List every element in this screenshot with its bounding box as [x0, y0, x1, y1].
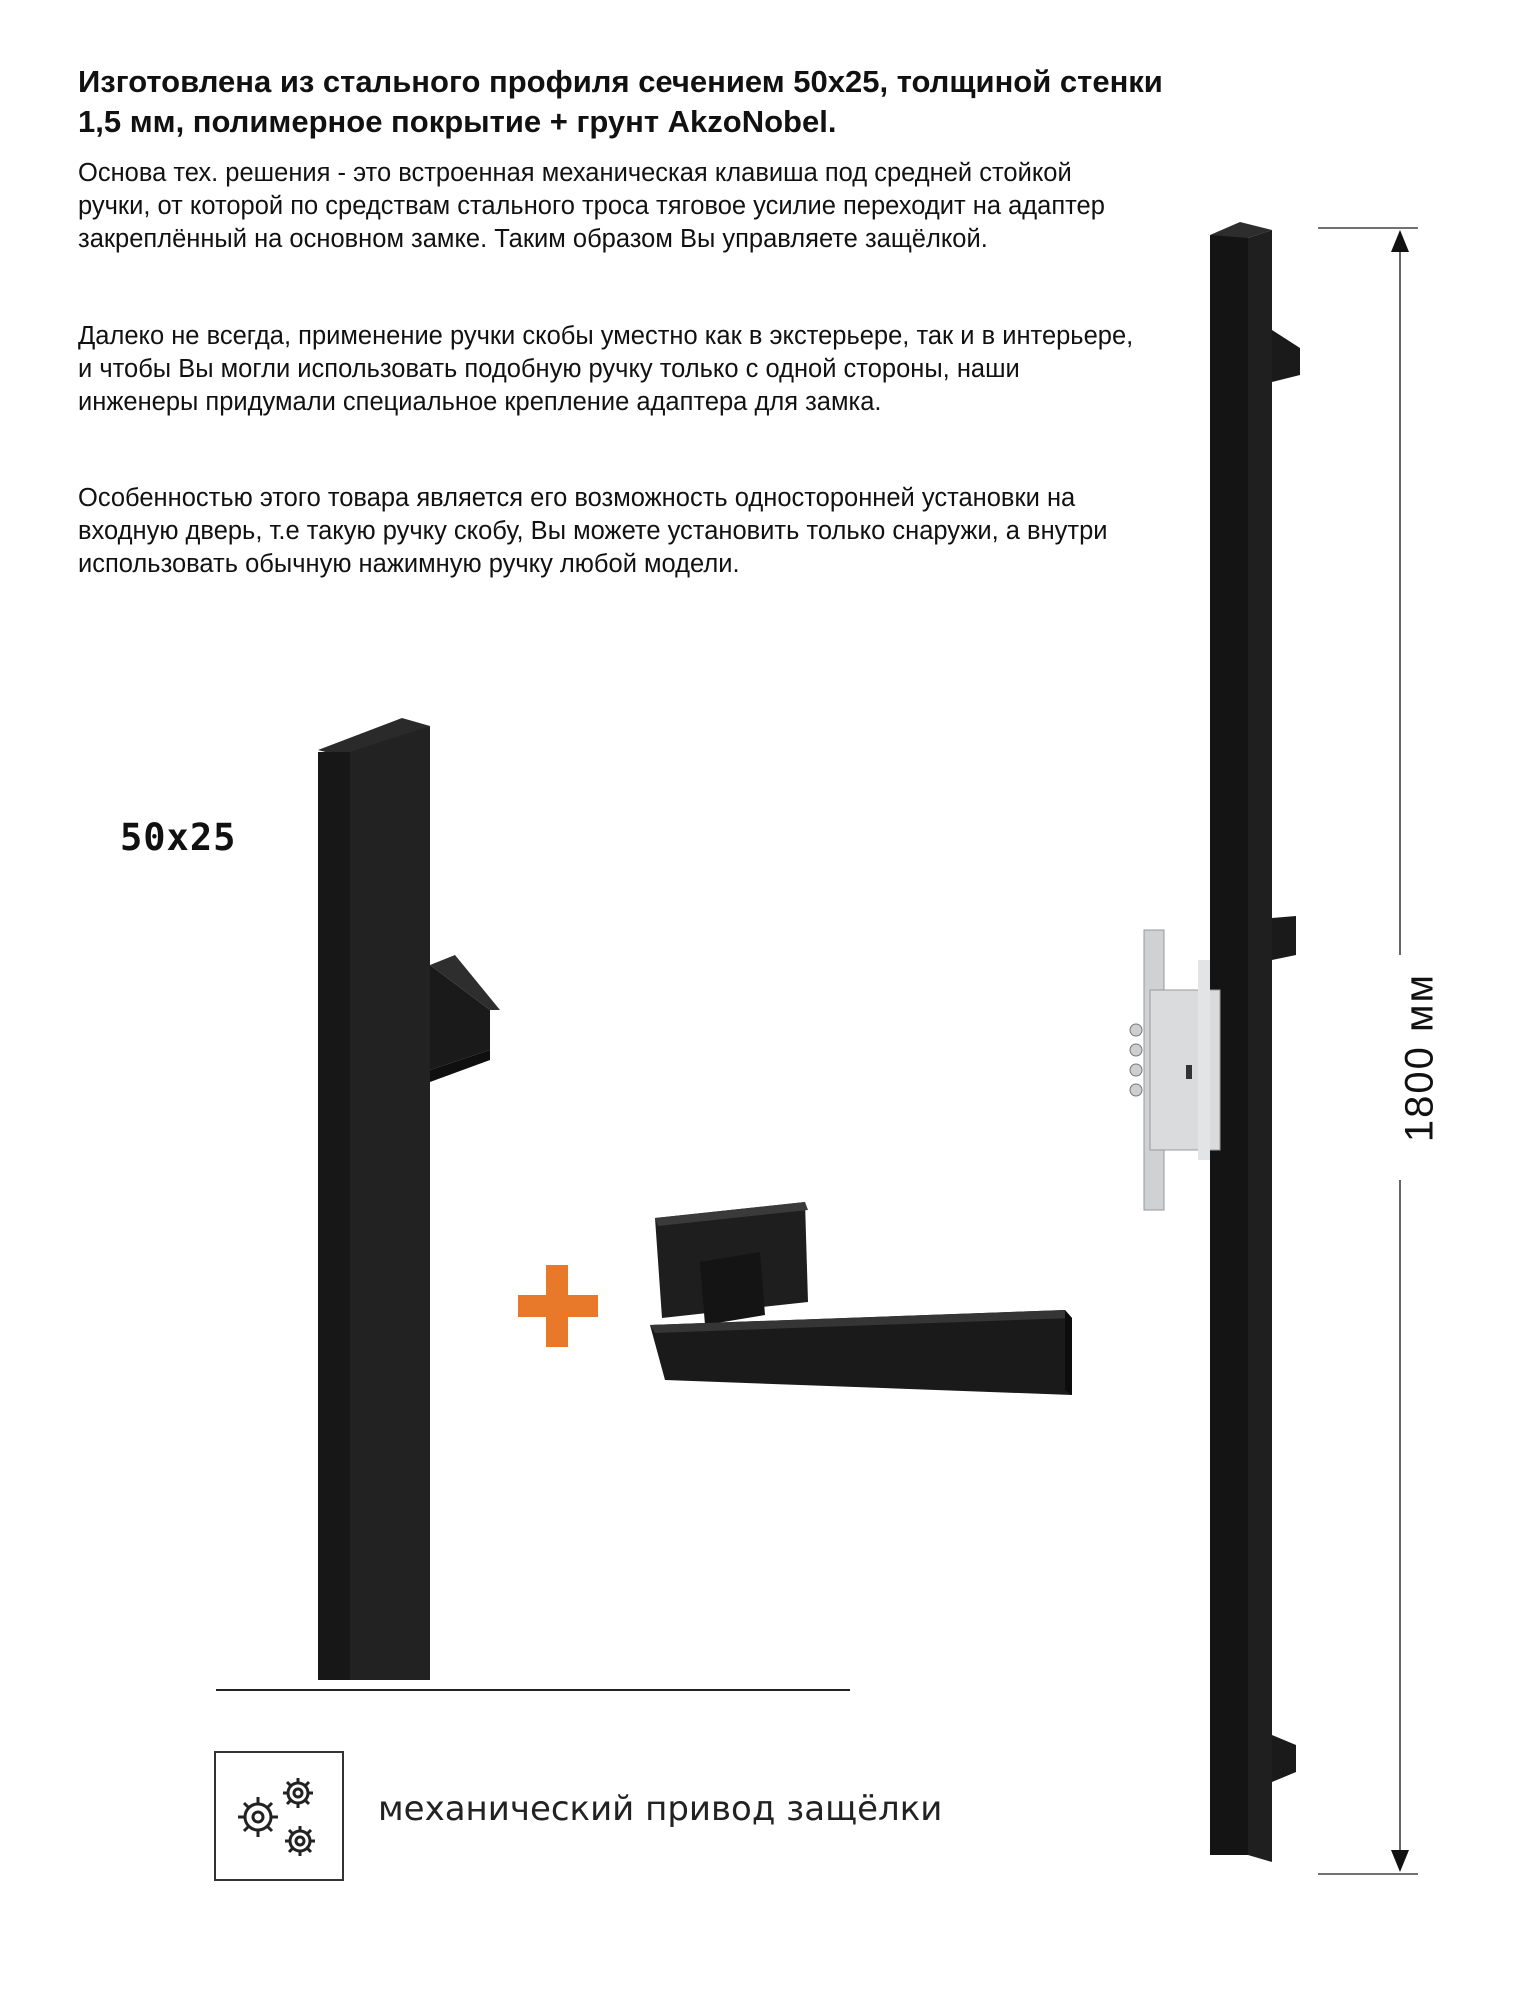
paragraph-1: Основа тех. решения - это встроенная механическая клавиша под средней стойкой ручки, от которой по средствам стального троса тяговое усилие переходит на адаптер закреплённый на основном замке. Таким образом Вы управляете защёлкой. [78, 159, 1105, 253]
height-dimension-label: 1800 мм [1397, 972, 1442, 1143]
paragraph-3: Особенностью этого товара является его возможность односторонней установки на входную дверь, т.е такую ручку скобу, Вы можете установить только снаружи, а внутри использовать обычную нажимную ручку любой модели. [78, 484, 1108, 578]
lever-handle [650, 1202, 1072, 1395]
gears-icon [216, 1753, 342, 1879]
full-handle [1130, 222, 1300, 1862]
profile-closeup [318, 718, 500, 1680]
plus-icon [518, 1265, 598, 1347]
headline: Изготовлена из стального профиля сечением 50х25, толщиной стенки 1,5 мм, полимерное покрытие + грунт AkzoNobel. [78, 64, 1163, 139]
feature-icon-box [214, 1751, 344, 1881]
paragraph-2: Далеко не всегда, применение ручки скобы уместно как в экстерьере, так и в интерьере, и чтобы Вы могли использовать подобную ручку только с одной стороны, наши инженеры придумали специальное крепление адаптера для замка. [78, 322, 1134, 416]
feature-label: механический привод защёлки [378, 1789, 943, 1829]
profile-size-label: 50х25 [120, 816, 237, 859]
